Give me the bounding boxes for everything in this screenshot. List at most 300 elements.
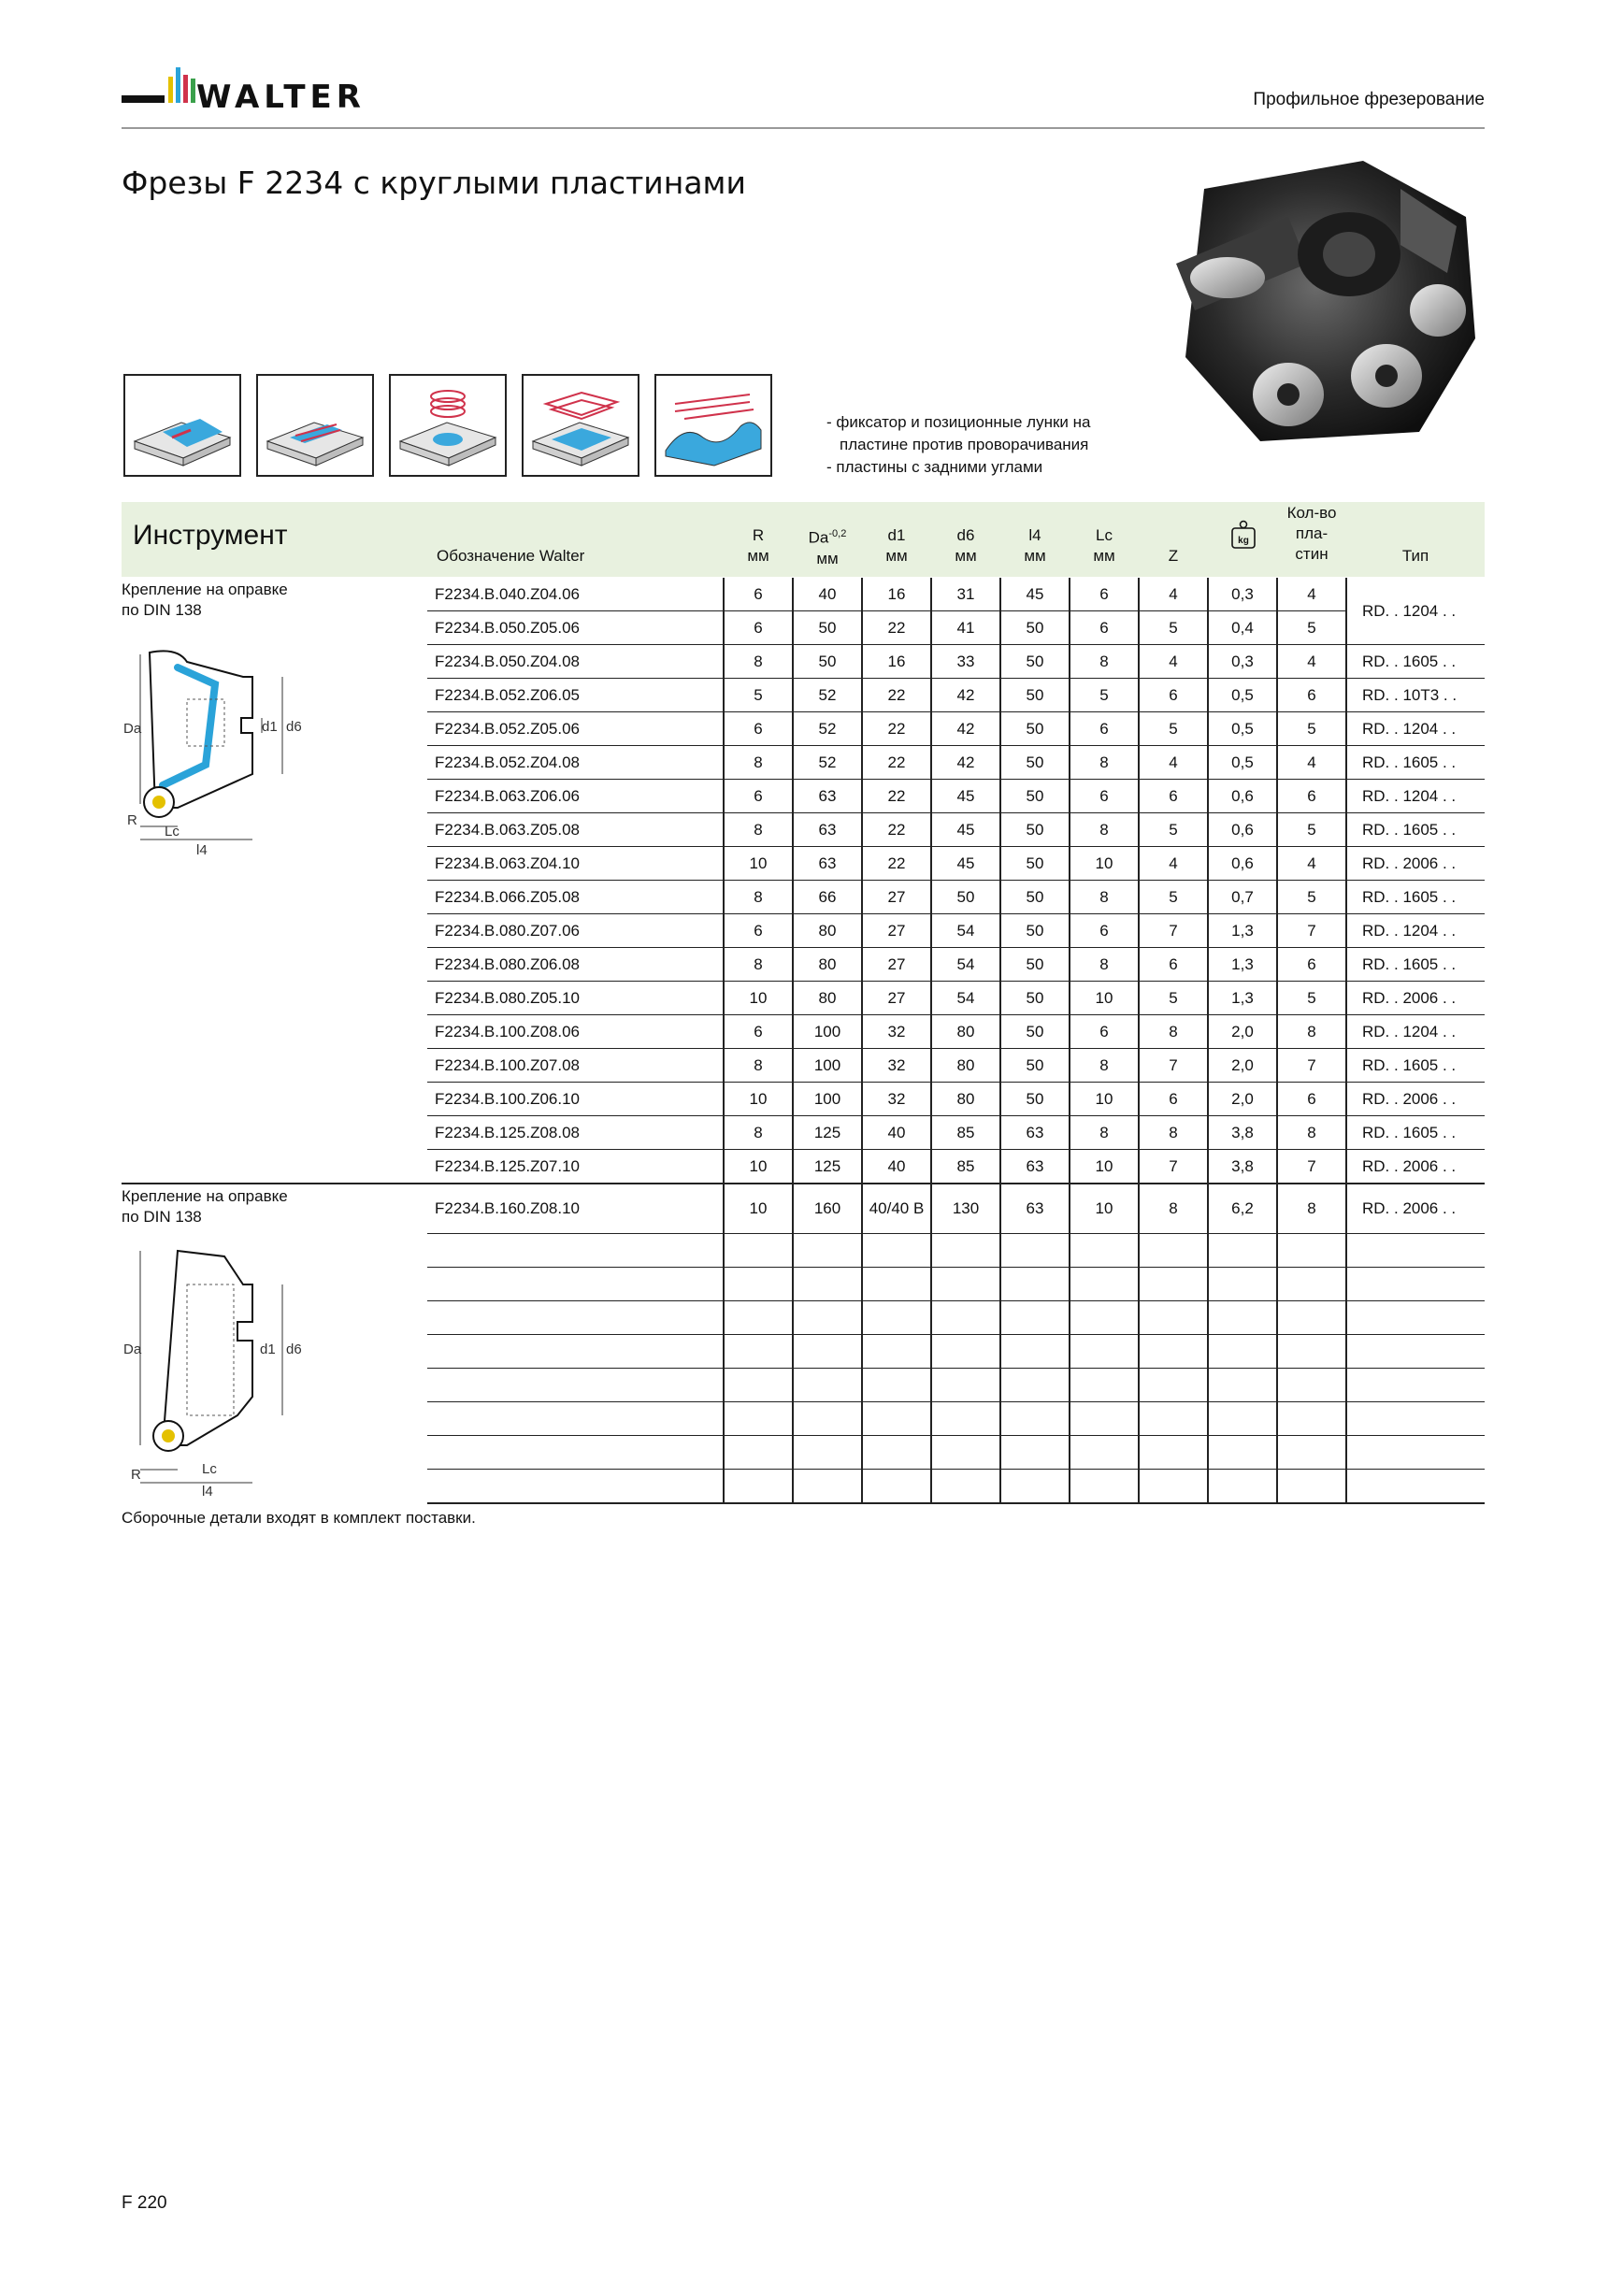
cell-designation: F2234.B.050.Z04.08 [427, 645, 724, 679]
col-count-line3: стин [1295, 545, 1329, 563]
cell-kg: 0,6 [1208, 813, 1277, 847]
col-d1-label: d1 [887, 526, 906, 544]
cell-d6 [931, 1234, 1000, 1268]
helical-interpolation-icon [389, 374, 507, 477]
cell-n: 5 [1277, 611, 1346, 645]
cell-d1: 40/40 B [862, 1184, 931, 1234]
cell-lc: 5 [1070, 679, 1139, 712]
cell-d1 [862, 1470, 931, 1504]
cell-n: 5 [1277, 982, 1346, 1015]
cell-l4: 63 [1000, 1116, 1070, 1150]
cell-n: 8 [1277, 1015, 1346, 1049]
cell-designation: F2234.B.066.Z05.08 [427, 881, 724, 914]
cell-d6 [931, 1369, 1000, 1402]
cell-lc: 8 [1070, 746, 1139, 780]
cell-lc: 8 [1070, 948, 1139, 982]
cell-n: 8 [1277, 1184, 1346, 1234]
cell-n: 8 [1277, 1116, 1346, 1150]
cell-n: 7 [1277, 914, 1346, 948]
col-r [724, 525, 793, 567]
col-l4-unit: мм [1024, 547, 1046, 565]
cell-n [1277, 1470, 1346, 1504]
cell-kg [1208, 1301, 1277, 1335]
cell-r: 6 [724, 578, 793, 611]
cell-z: 5 [1139, 813, 1208, 847]
cell-d1: 22 [862, 780, 931, 813]
cell-kg: 0,5 [1208, 746, 1277, 780]
brand-name: WALTER [196, 79, 366, 116]
cell-n: 7 [1277, 1049, 1346, 1083]
cell-type: RD. . 1204 . . [1346, 914, 1485, 948]
col-r-unit: мм [747, 547, 769, 565]
cell-type: RD. . 1605 . . [1346, 813, 1485, 847]
cell-da: 160 [793, 1184, 862, 1234]
cell-r: 6 [724, 780, 793, 813]
col-d1 [862, 525, 931, 567]
cell-kg: 0,4 [1208, 611, 1277, 645]
milling-cutter-photo [1148, 151, 1494, 451]
diagram-label-d6: d6 [286, 1342, 302, 1357]
cell-kg: 2,0 [1208, 1049, 1277, 1083]
cell-r: 8 [724, 1049, 793, 1083]
mount-description-line1: Крепление на оправке [122, 581, 288, 598]
cell-type: RD. . 1204 . . [1346, 578, 1485, 645]
col-r-label: R [752, 526, 765, 544]
mount-description-line2: по DIN 138 [122, 601, 202, 619]
cell-z: 5 [1139, 881, 1208, 914]
cell-type: RD. . 1605 . . [1346, 645, 1485, 679]
cell-kg: 0,5 [1208, 712, 1277, 746]
cell-l4: 50 [1000, 1015, 1070, 1049]
cell-z [1139, 1436, 1208, 1470]
cell-d1: 27 [862, 982, 931, 1015]
col-count-line1: Кол-во [1286, 504, 1337, 522]
cell-type [1346, 1369, 1485, 1402]
cell-n [1277, 1301, 1346, 1335]
cell-l4: 50 [1000, 948, 1070, 982]
cell-r: 10 [724, 1184, 793, 1234]
cell-type: RD. . 1605 . . [1346, 1049, 1485, 1083]
cell-n: 4 [1277, 847, 1346, 881]
cell-n: 4 [1277, 645, 1346, 679]
cell-designation: F2234.B.100.Z06.10 [427, 1083, 724, 1116]
tool-table [122, 578, 1485, 1504]
cell-kg: 2,0 [1208, 1015, 1277, 1049]
cell-kg [1208, 1268, 1277, 1301]
cell-type [1346, 1436, 1485, 1470]
cell-l4 [1000, 1369, 1070, 1402]
cell-r: 6 [724, 914, 793, 948]
cell-l4: 50 [1000, 712, 1070, 746]
cell-z [1139, 1234, 1208, 1268]
cell-r [724, 1369, 793, 1402]
cell-d1: 32 [862, 1015, 931, 1049]
cell-lc: 8 [1070, 1116, 1139, 1150]
cell-d6 [931, 1268, 1000, 1301]
cell-d1 [862, 1335, 931, 1369]
cell-type: RD. . 1605 . . [1346, 746, 1485, 780]
cell-lc: 8 [1070, 1049, 1139, 1083]
cell-l4: 50 [1000, 982, 1070, 1015]
diagram-label-lc: Lc [202, 1461, 217, 1477]
cell-z: 4 [1139, 645, 1208, 679]
cell-d1: 27 [862, 948, 931, 982]
cell-r: 10 [724, 1083, 793, 1116]
diagram-label-r: R [131, 1467, 141, 1483]
cell-r: 5 [724, 679, 793, 712]
cell-d6: 42 [931, 746, 1000, 780]
cell-d6 [931, 1470, 1000, 1504]
diagram-label-da: Da [123, 721, 142, 737]
cell-d6: 41 [931, 611, 1000, 645]
cell-da: 66 [793, 881, 862, 914]
cell-type: RD. . 1204 . . [1346, 1015, 1485, 1049]
cell-z: 8 [1139, 1015, 1208, 1049]
cell-d6: 80 [931, 1015, 1000, 1049]
cell-d1: 27 [862, 881, 931, 914]
cell-d1 [862, 1402, 931, 1436]
cell-r: 8 [724, 746, 793, 780]
cell-designation [427, 1470, 724, 1504]
cell-r: 8 [724, 813, 793, 847]
cutter-diagram-2 [122, 1247, 309, 1500]
cell-d6: 54 [931, 982, 1000, 1015]
cell-n [1277, 1369, 1346, 1402]
cell-lc [1070, 1470, 1139, 1504]
cell-d6: 45 [931, 813, 1000, 847]
cell-da: 52 [793, 746, 862, 780]
cell-type: RD. . 1605 . . [1346, 881, 1485, 914]
cell-z: 8 [1139, 1184, 1208, 1234]
cell-type: RD. . 2006 . . [1346, 1184, 1485, 1234]
cell-d6: 80 [931, 1083, 1000, 1116]
cell-kg [1208, 1402, 1277, 1436]
cell-l4 [1000, 1402, 1070, 1436]
cell-da: 63 [793, 813, 862, 847]
cell-da [793, 1470, 862, 1504]
shoulder-milling-icon [123, 374, 241, 477]
cell-da: 100 [793, 1083, 862, 1116]
cell-designation: F2234.B.040.Z04.06 [427, 578, 724, 611]
slot-milling-icon [256, 374, 374, 477]
header-rule [122, 127, 1485, 129]
cell-l4: 50 [1000, 1083, 1070, 1116]
cell-da: 80 [793, 982, 862, 1015]
cell-d6 [931, 1436, 1000, 1470]
cell-lc [1070, 1436, 1139, 1470]
cell-z: 6 [1139, 1083, 1208, 1116]
cell-lc: 6 [1070, 712, 1139, 746]
cell-l4: 50 [1000, 679, 1070, 712]
cell-lc [1070, 1234, 1139, 1268]
col-d6 [931, 525, 1000, 567]
cell-da: 52 [793, 712, 862, 746]
cell-type [1346, 1335, 1485, 1369]
cell-da: 100 [793, 1015, 862, 1049]
cell-designation [427, 1402, 724, 1436]
cell-z: 4 [1139, 578, 1208, 611]
cell-da [793, 1436, 862, 1470]
cell-type [1346, 1470, 1485, 1504]
cell-z [1139, 1369, 1208, 1402]
cell-n: 5 [1277, 813, 1346, 847]
cell-d1: 16 [862, 578, 931, 611]
cell-r: 10 [724, 1150, 793, 1184]
cell-da [793, 1369, 862, 1402]
cell-lc [1070, 1301, 1139, 1335]
cell-d6 [931, 1335, 1000, 1369]
cell-z: 7 [1139, 1150, 1208, 1184]
cell-l4: 63 [1000, 1150, 1070, 1184]
cell-n: 6 [1277, 948, 1346, 982]
cell-r [724, 1268, 793, 1301]
cell-l4 [1000, 1301, 1070, 1335]
cell-lc: 10 [1070, 982, 1139, 1015]
diagram-label-d6: d6 [286, 719, 302, 735]
cell-designation [427, 1268, 724, 1301]
cell-designation: F2234.B.063.Z05.08 [427, 813, 724, 847]
cell-n: 7 [1277, 1150, 1346, 1184]
cell-n: 6 [1277, 780, 1346, 813]
cell-z [1139, 1402, 1208, 1436]
cell-da: 100 [793, 1049, 862, 1083]
cell-n [1277, 1402, 1346, 1436]
cell-type [1346, 1268, 1485, 1301]
cell-r: 6 [724, 712, 793, 746]
col-count-line2: пла- [1295, 524, 1329, 542]
cell-n [1277, 1268, 1346, 1301]
cell-kg: 2,0 [1208, 1083, 1277, 1116]
cell-l4: 45 [1000, 578, 1070, 611]
footnote: Сборочные детали входят в комплект поставки. [122, 1509, 476, 1527]
cell-d1: 40 [862, 1150, 931, 1184]
cell-d6: 50 [931, 881, 1000, 914]
cell-d6: 80 [931, 1049, 1000, 1083]
cell-da: 50 [793, 645, 862, 679]
cell-d6: 54 [931, 948, 1000, 982]
cell-designation: F2234.B.063.Z04.10 [427, 847, 724, 881]
cell-lc: 10 [1070, 1083, 1139, 1116]
cell-kg [1208, 1234, 1277, 1268]
cell-lc: 6 [1070, 611, 1139, 645]
cell-l4 [1000, 1335, 1070, 1369]
cell-designation: F2234.B.160.Z08.10 [427, 1184, 724, 1234]
feature-list [826, 411, 1090, 479]
cell-kg: 1,3 [1208, 948, 1277, 982]
feature-item: - пластины с задними углами [826, 458, 1043, 476]
cell-da: 40 [793, 578, 862, 611]
cell-type: RD. . 2006 . . [1346, 982, 1485, 1015]
cell-l4: 50 [1000, 847, 1070, 881]
cell-z [1139, 1301, 1208, 1335]
cell-kg: 0,5 [1208, 679, 1277, 712]
cell-r: 10 [724, 982, 793, 1015]
cell-d6: 31 [931, 578, 1000, 611]
cell-da: 80 [793, 914, 862, 948]
col-lc [1070, 525, 1139, 567]
cell-kg: 6,2 [1208, 1184, 1277, 1234]
cell-z: 7 [1139, 914, 1208, 948]
cell-designation: F2234.B.100.Z07.08 [427, 1049, 724, 1083]
cell-lc [1070, 1335, 1139, 1369]
cell-n: 5 [1277, 712, 1346, 746]
cell-designation: F2234.B.052.Z06.05 [427, 679, 724, 712]
cell-da [793, 1268, 862, 1301]
cell-z: 6 [1139, 948, 1208, 982]
cell-z [1139, 1335, 1208, 1369]
cell-z: 5 [1139, 611, 1208, 645]
diagram-label-d1: d1 [262, 719, 278, 735]
diagram-label-l4: l4 [196, 842, 208, 858]
cell-da [793, 1301, 862, 1335]
cell-da: 63 [793, 780, 862, 813]
cell-kg: 1,3 [1208, 914, 1277, 948]
diagram-label-d1: d1 [260, 1342, 276, 1357]
cell-lc: 6 [1070, 914, 1139, 948]
cell-l4 [1000, 1234, 1070, 1268]
cell-designation: F2234.B.100.Z08.06 [427, 1015, 724, 1049]
cell-l4: 50 [1000, 645, 1070, 679]
page-heading: Фрезы F 2234 с круглыми пластинами [122, 165, 746, 201]
cell-da: 80 [793, 948, 862, 982]
cell-designation [427, 1234, 724, 1268]
cell-designation: F2234.B.080.Z07.06 [427, 914, 724, 948]
cell-type: RD. . 10T3 . . [1346, 679, 1485, 712]
cell-r: 8 [724, 881, 793, 914]
col-designation: Обозначение Walter [437, 547, 585, 565]
cell-lc [1070, 1369, 1139, 1402]
cell-kg [1208, 1436, 1277, 1470]
cell-da: 125 [793, 1116, 862, 1150]
cell-r: 8 [724, 948, 793, 982]
cell-lc: 6 [1070, 578, 1139, 611]
mount-description-line1: Крепление на оправке [122, 1187, 288, 1205]
cell-r [724, 1402, 793, 1436]
cell-kg [1208, 1369, 1277, 1402]
section-title: Профильное фрезерование [1253, 90, 1485, 109]
cell-d6: 54 [931, 914, 1000, 948]
cell-lc: 6 [1070, 780, 1139, 813]
cell-kg: 0,6 [1208, 780, 1277, 813]
cell-d1: 22 [862, 712, 931, 746]
cell-designation: F2234.B.080.Z06.08 [427, 948, 724, 982]
col-da [793, 524, 862, 569]
col-z: Z [1168, 547, 1179, 565]
cell-designation [427, 1301, 724, 1335]
cutter-diagram-1 [122, 643, 309, 868]
weight-icon [1230, 520, 1257, 550]
cell-kg: 3,8 [1208, 1150, 1277, 1184]
cell-d1: 22 [862, 813, 931, 847]
cell-da: 63 [793, 847, 862, 881]
cell-n: 6 [1277, 1083, 1346, 1116]
cell-r: 8 [724, 645, 793, 679]
cell-d6: 130 [931, 1184, 1000, 1234]
cell-designation: F2234.B.052.Z05.06 [427, 712, 724, 746]
diagram-label-da: Da [123, 1342, 142, 1357]
cell-n [1277, 1436, 1346, 1470]
cell-d6: 85 [931, 1150, 1000, 1184]
page-number: F 220 [122, 2193, 167, 2213]
cell-type [1346, 1234, 1485, 1268]
cell-l4: 63 [1000, 1184, 1070, 1234]
cell-l4 [1000, 1436, 1070, 1470]
cell-d1: 16 [862, 645, 931, 679]
cell-designation [427, 1369, 724, 1402]
cell-d1 [862, 1234, 931, 1268]
cell-r [724, 1470, 793, 1504]
pocket-milling-icon [522, 374, 639, 477]
cell-kg: 3,8 [1208, 1116, 1277, 1150]
col-da-unit: мм [816, 549, 839, 567]
cell-d6: 45 [931, 780, 1000, 813]
cell-z: 8 [1139, 1116, 1208, 1150]
cell-z: 7 [1139, 1049, 1208, 1083]
cell-kg: 0,3 [1208, 578, 1277, 611]
table-row [122, 578, 1485, 611]
mount-description-line2: по DIN 138 [122, 1208, 202, 1226]
profile-milling-icon [654, 374, 772, 477]
cell-d1: 32 [862, 1049, 931, 1083]
cell-lc: 8 [1070, 881, 1139, 914]
cell-z: 6 [1139, 679, 1208, 712]
cell-l4: 50 [1000, 780, 1070, 813]
cell-type: RD. . 1605 . . [1346, 1116, 1485, 1150]
cell-r: 6 [724, 611, 793, 645]
col-da-tol: -0,2 [828, 528, 847, 539]
cell-d1: 27 [862, 914, 931, 948]
diagram-label-lc: Lc [165, 824, 180, 839]
cell-lc [1070, 1402, 1139, 1436]
cell-da [793, 1402, 862, 1436]
cell-type: RD. . 1204 . . [1346, 780, 1485, 813]
col-da-label: Da [808, 528, 829, 547]
cell-n: 4 [1277, 578, 1346, 611]
cell-type [1346, 1301, 1485, 1335]
cell-d6 [931, 1402, 1000, 1436]
cell-z: 4 [1139, 746, 1208, 780]
cell-z: 5 [1139, 982, 1208, 1015]
cell-designation [427, 1335, 724, 1369]
col-lc-label: Lc [1096, 526, 1113, 544]
cell-d1 [862, 1436, 931, 1470]
col-d1-unit: мм [885, 547, 908, 565]
cell-r [724, 1436, 793, 1470]
cell-type: RD. . 1204 . . [1346, 712, 1485, 746]
cell-n: 5 [1277, 881, 1346, 914]
table-row [122, 1184, 1485, 1234]
cell-d6: 85 [931, 1116, 1000, 1150]
cell-type: RD. . 2006 . . [1346, 847, 1485, 881]
cell-l4: 50 [1000, 611, 1070, 645]
cell-z [1139, 1470, 1208, 1504]
cell-type: RD. . 2006 . . [1346, 1083, 1485, 1116]
cell-da: 52 [793, 679, 862, 712]
cell-type: RD. . 2006 . . [1346, 1150, 1485, 1184]
cell-kg: 0,6 [1208, 847, 1277, 881]
feature-item: пластине против проворачивания [840, 436, 1089, 453]
cell-kg: 0,7 [1208, 881, 1277, 914]
cell-l4: 50 [1000, 746, 1070, 780]
cell-z: 4 [1139, 847, 1208, 881]
cell-l4: 50 [1000, 881, 1070, 914]
cell-lc: 6 [1070, 1015, 1139, 1049]
cell-d1: 22 [862, 746, 931, 780]
cell-designation: F2234.B.050.Z05.06 [427, 611, 724, 645]
cell-n: 6 [1277, 679, 1346, 712]
col-l4 [1000, 525, 1070, 567]
cell-r [724, 1234, 793, 1268]
